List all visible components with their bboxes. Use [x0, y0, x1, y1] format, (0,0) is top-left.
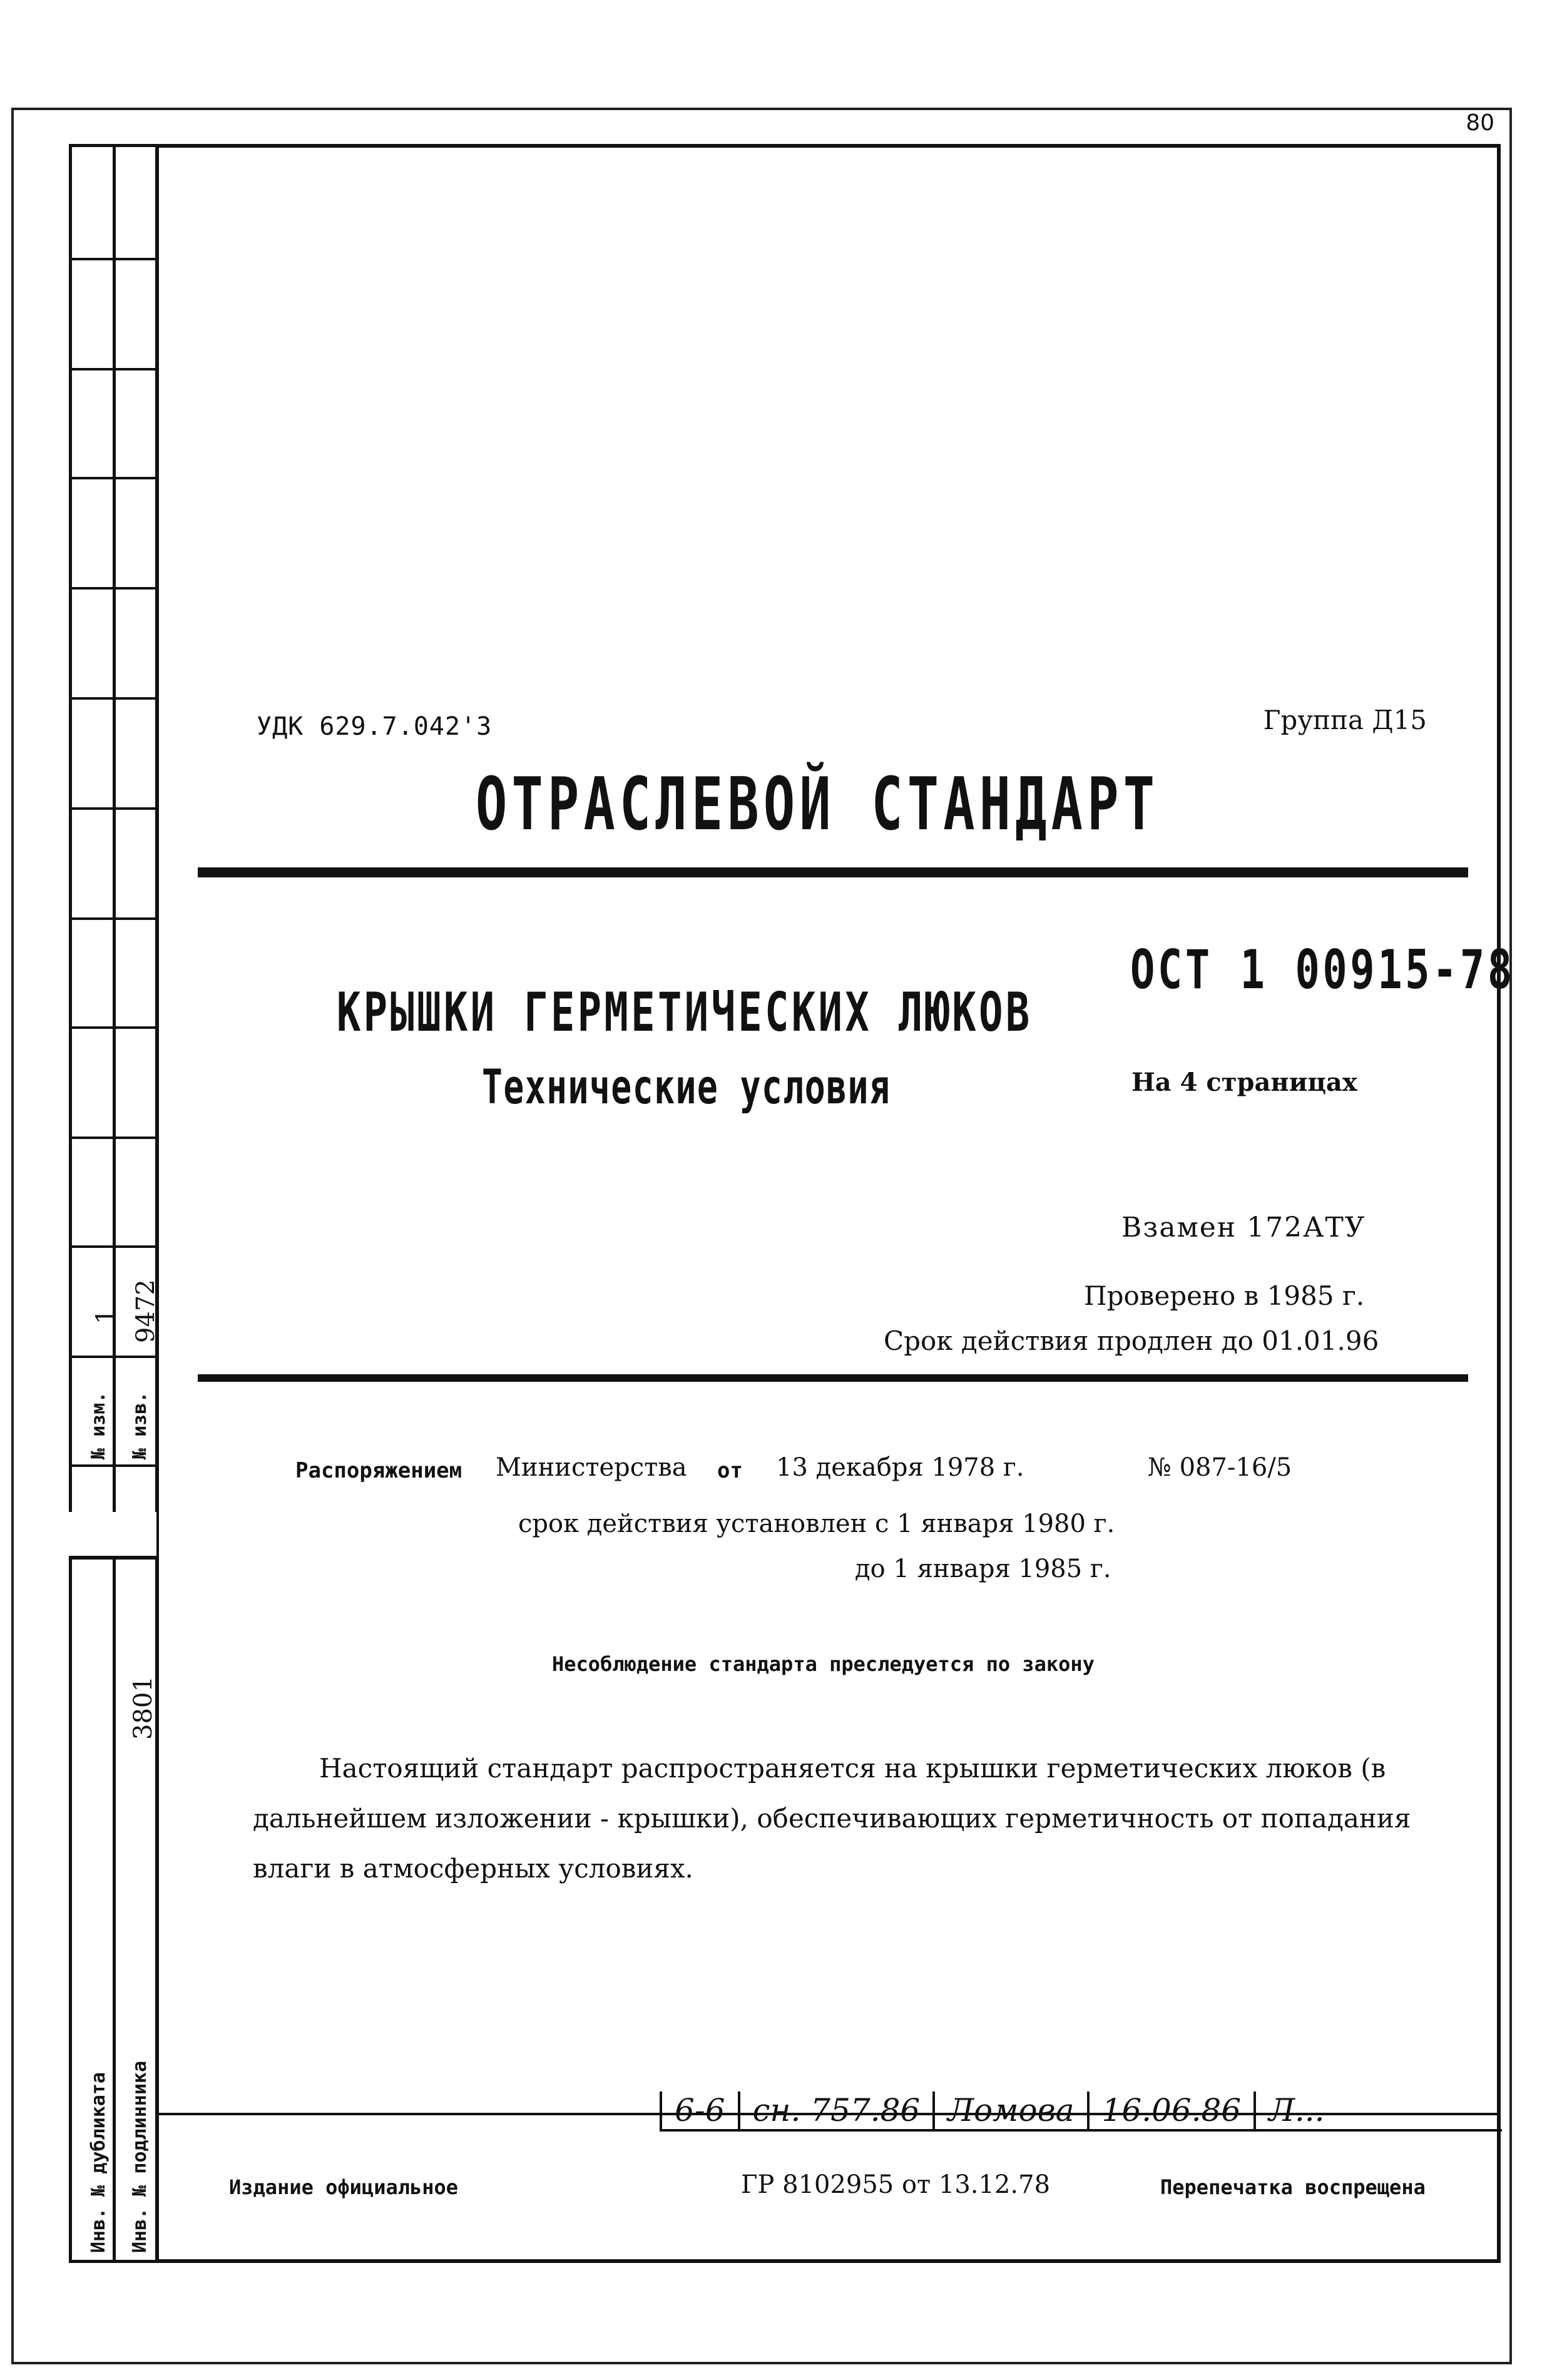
footer-registration: ГР 8102955 от 13.12.78: [741, 2170, 1051, 2199]
section-rule: [198, 1374, 1468, 1382]
document-subtitle: Технические условия: [482, 1059, 891, 1115]
stamp-cell: Л...: [1253, 2091, 1337, 2129]
group-code: Группа Д15: [1263, 705, 1427, 735]
term-end: до 1 января 1985 г.: [855, 1555, 1111, 1583]
strip-line: [69, 807, 156, 810]
strip-line: [69, 1245, 156, 1248]
strip-line: [69, 368, 156, 370]
stamp-underline: [660, 2129, 1502, 2132]
footer-official-edition: Издание официальное: [229, 2175, 459, 2199]
stamp-cell: 6-6: [660, 2091, 738, 2129]
stamp-cell: 16.06.86: [1087, 2091, 1254, 2129]
strip-divider: [113, 144, 116, 1512]
strip-line: [69, 1026, 156, 1029]
ost-number: ОСТ 1 00915-78: [1130, 939, 1515, 1001]
document-title: КРЫШКИ ГЕРМЕТИЧЕСКИХ ЛЮКОВ: [337, 981, 1033, 1044]
main-title: ОТРАСЛЕВОЙ СТАНДАРТ: [476, 762, 1160, 847]
page-number: 80: [1466, 110, 1494, 136]
validity-note: Срок действия продлен до 01.01.96: [884, 1325, 1379, 1356]
stamp-cell: Ломова: [932, 2091, 1086, 2129]
strip-line: [69, 1464, 156, 1467]
legal-notice: Несоблюдение стандарта преследуется по закону: [552, 1652, 1095, 1676]
decree-from: от: [717, 1458, 743, 1483]
dup-inv-label: Инв. № дубликата: [88, 2072, 110, 2253]
body-paragraph: Настоящий стандарт распространяется на крышки герметических люков (в дальнейшем изложении - крышки), обеспечивающих герметичность от попадания влаги в атмосферных условиях.: [253, 1753, 1411, 1884]
decree-label: Распоряжением: [295, 1458, 462, 1483]
term-start: срок действия установлен с 1 января 1980 г.: [518, 1509, 1115, 1538]
footer-reprint-notice: Перепечатка воспрещена: [1160, 2175, 1426, 2199]
strip-line: [69, 697, 156, 700]
notice-no-label: № изв.: [129, 1391, 151, 1459]
orig-inv-label: Инв. № подлинника: [129, 2060, 151, 2253]
notice-no-value: 9472: [131, 1279, 160, 1343]
udk-code: УДК 629.7.042'3: [257, 712, 493, 741]
strip-line: [69, 258, 156, 260]
strip-gap: [69, 1512, 156, 1558]
header-rule: [198, 867, 1468, 877]
strip-line: [69, 1556, 156, 1559]
inner-frame: [155, 144, 1501, 2263]
change-stamp: [660, 2090, 1337, 2129]
change-no-value: 1: [91, 1308, 120, 1324]
change-no-label: № изм.: [88, 1391, 110, 1459]
strip-line: [69, 587, 156, 590]
page-count: На 4 страницах: [1131, 1068, 1357, 1097]
verified-note: Проверено в 1985 г.: [1084, 1280, 1365, 1311]
strip-divider-lower: [113, 1558, 116, 2263]
decree-date: 13 декабря 1978 г.: [776, 1453, 1024, 1482]
stamp-cell: сн. 757.86: [738, 2091, 933, 2129]
decree-ministry: Министерства: [496, 1453, 687, 1482]
strip-line: [69, 477, 156, 479]
replaces-note: Взамен 172АТУ: [1121, 1212, 1366, 1244]
strip-line: [69, 1356, 156, 1358]
dup-inv-value: 3801: [129, 1676, 158, 1740]
strip-line: [69, 917, 156, 920]
decree-number: № 087-16/5: [1148, 1453, 1292, 1482]
strip-line: [69, 1136, 156, 1139]
